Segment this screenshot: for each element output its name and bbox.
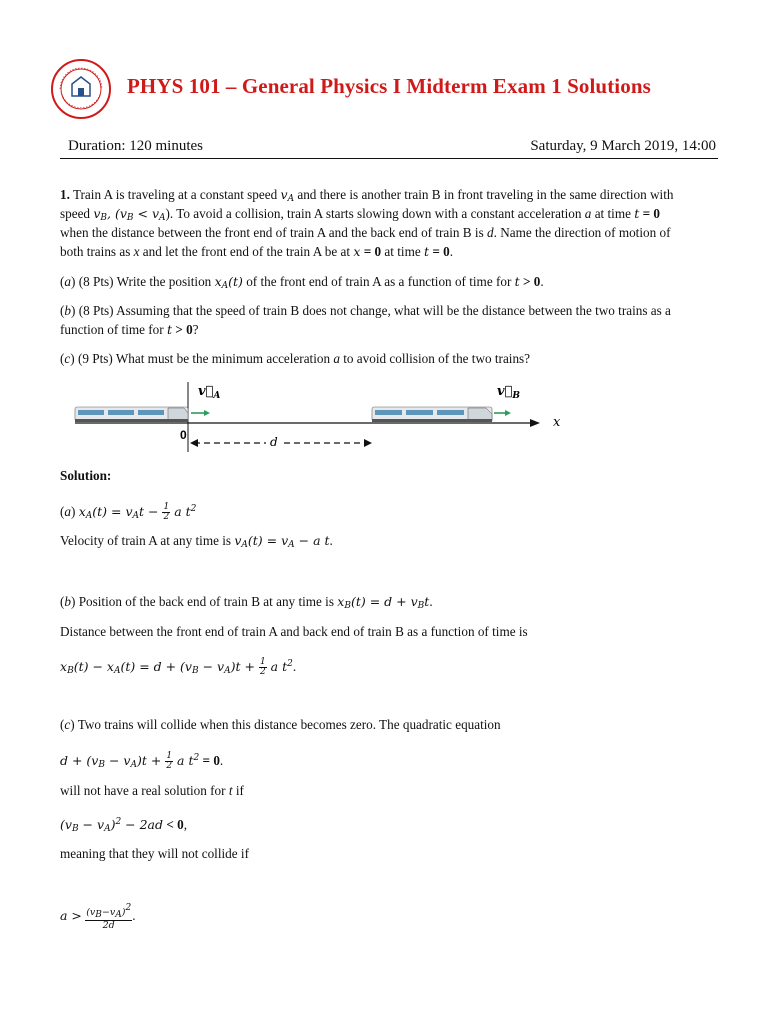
- solution-b-text: Position of the back end of train B at any time is: [78, 594, 334, 609]
- solution-b-label: b: [64, 594, 71, 609]
- solution-c-quadratic: $d + (v_B - v_A)t$ + $\frac{1}{2}$ a $t^2 = 0$.: [60, 751, 224, 771]
- solution-c-label: c: [64, 717, 71, 732]
- solution-c-discriminant: $(v_B - v_A)^2 - 2ad < 0$,: [60, 817, 188, 834]
- problem-text-4c: at time: [384, 244, 421, 259]
- question-b-label: b: [64, 303, 71, 318]
- solution-c-intro: (c) Two trains will collide when this distance becomes zero. The quadratic equation: [60, 717, 501, 732]
- question-b-line1: (8 Pts) Assuming that the speed of train B does not change, what will be the distance between the two trains as a: [78, 303, 671, 318]
- solution-a-equation: (a) $x_A(t) = v_At$ − $\frac{1}{2}$ a $t^2$: [60, 502, 197, 522]
- question-b: (b) (8 Pts) Assuming that the speed of train B does not change, what will be the distance between the two trains as a: [60, 303, 671, 318]
- question-b-line2: function of time for: [60, 322, 164, 337]
- question-c-label: c: [64, 351, 71, 366]
- distance-arrow-left: [190, 439, 198, 447]
- distance-label: d: [270, 435, 278, 449]
- header: [50, 58, 718, 118]
- solution-heading: Solution:: [60, 468, 112, 483]
- problem-line-4: both trains as x and let the front end of the train A be at x = 0 at time t = 0.: [60, 244, 454, 259]
- solution-c-no-real-b: if: [235, 783, 244, 798]
- problem-number: 1.: [60, 187, 70, 202]
- question-c-pts: (9 Pts) What must be the minimum acceleration: [77, 351, 331, 366]
- velocity-label-b: $v⃗_B$: [497, 384, 520, 401]
- problem-text-3a: when the distance between the front end of train A and the back end of train B is: [60, 225, 484, 240]
- origin-label: 0: [180, 428, 187, 442]
- solution-c-final-inequality: a > $\frac{(v_B-v_A)^2}{2d}$ .: [60, 903, 136, 931]
- problem-line-3: [60, 224, 730, 243]
- solution-a-velocity-text: Velocity of train A at any time is: [60, 533, 232, 548]
- solution-b-distance-equation: $x_B(t) - x_A(t) = d + (v_B - v_A)t$ + $\frac{1}{2}$ a $t^2$.: [60, 657, 297, 677]
- question-b-cont: function of time for t > 0?: [60, 322, 199, 337]
- problem-text-1b: and there is another train B in front traveling in the same direction with: [297, 187, 674, 202]
- train-b: [372, 407, 492, 422]
- question-a-text: of the front end of train A as a function of time for: [246, 274, 512, 289]
- x-axis-label: x: [553, 415, 561, 430]
- problem-text-4b: and let the front end of the train A be at: [142, 244, 351, 259]
- exam-info-bar: [60, 136, 718, 159]
- question-c-text: to avoid collision of the two trains?: [343, 351, 531, 366]
- solution-c-no-real: [60, 782, 720, 801]
- solution-a-velocity: Velocity of train A at any time is $v_A(t) = v_A - a$ t.: [60, 533, 333, 550]
- problem-line-1: 1. Train A is traveling at a constant speed $v_A$ and there is another train B in front traveling in the same direction with: [60, 187, 674, 204]
- question-a-label: a: [64, 274, 71, 289]
- problem-text-2c: at time: [594, 206, 631, 221]
- question-a: (a) (8 Pts) Write the position $x_A(t)$ of the front end of train A as a function of time for t > 0.: [60, 274, 544, 291]
- velocity-label-a: $v⃗_A$: [198, 384, 221, 401]
- solution-c-no-real-a: will not have a real solution for: [60, 783, 226, 798]
- date-text: Saturday, 9 March 2019, 14:00: [530, 138, 716, 154]
- distance-arrow-right: [364, 439, 372, 447]
- var-x: x: [133, 244, 140, 259]
- solution-c-no-real-t: t: [228, 783, 233, 798]
- problem-text-2b: ). To avoid a collision, train A starts slowing down with a constant acceleration: [165, 206, 582, 221]
- university-seal-logo: [50, 58, 112, 120]
- solution-c-meaning: meaning that they will not collide if: [60, 846, 249, 861]
- problem-text-3b: . Name the direction of motion of: [493, 225, 671, 240]
- question-c: (c) (9 Pts) What must be the minimum acceleration a to avoid collision of the two trains?: [60, 351, 531, 366]
- problem-text-4a: both trains as: [60, 244, 131, 259]
- var-a: a: [584, 206, 592, 221]
- duration-text: Duration: 120 minutes: [68, 138, 203, 154]
- page-title: PHYS 101 – General Physics I Midterm Exam 1 Solutions: [127, 74, 651, 98]
- solution-b-position: (b) Position of the back end of train B at any time is $x_B(t) = d + v_Bt$.: [60, 594, 433, 611]
- problem-text-1a: Train A is traveling at a constant speed: [72, 187, 278, 202]
- problem-text-2a: speed: [60, 206, 91, 221]
- problem-line-2: speed $v_B$, $(v_B < v_A)$. To avoid a collision, train A starts slowing down with a constant acceleration a at time t = 0: [60, 206, 660, 223]
- question-c-var-a: a: [333, 351, 340, 366]
- trains-diagram: [70, 378, 570, 458]
- train-a: [75, 407, 188, 422]
- solution-a-label: a: [64, 504, 71, 519]
- var-d: d: [487, 225, 494, 240]
- question-a-pts: (8 Pts) Write the position: [78, 274, 212, 289]
- solution-b-distance-text: Distance between the front end of train A and back end of train B as a function of time is: [60, 624, 528, 639]
- x-axis-arrowhead: [530, 419, 540, 427]
- solution-c-text: Two trains will collide when this distance becomes zero. The quadratic equation: [77, 717, 501, 732]
